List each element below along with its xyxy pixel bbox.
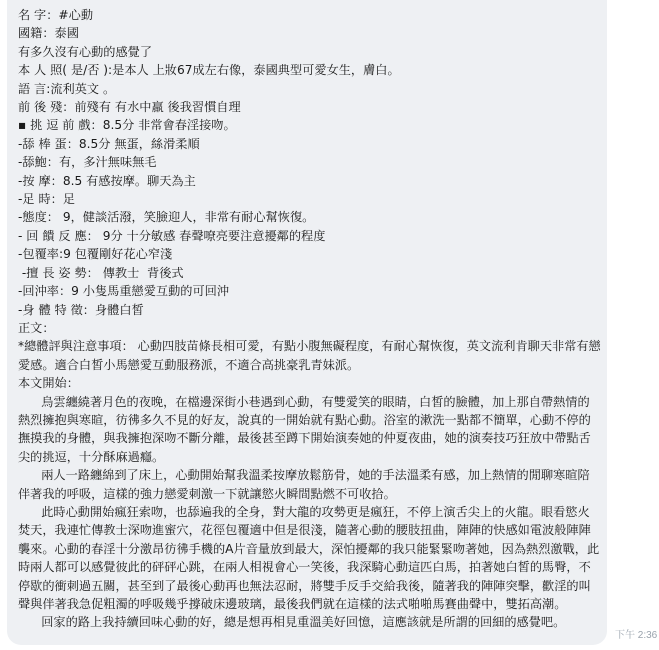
story-paragraph-4: 回家的路上我持續回味心動的好，總是想再相見重溫美好回憶，這應該就是所謂的回細的感覺吧。 bbox=[18, 615, 566, 630]
field-language: 語 言:流利英文 。 bbox=[18, 81, 116, 96]
field-nationality: 國籍：泰國 bbox=[18, 26, 79, 41]
field-response: - 回 饋 反 應： 9分 十分敏感 春聲嘹亮要注意擾鄰的程度 bbox=[18, 228, 326, 243]
field-tagline: 有多久沒有心動的感覺了 bbox=[18, 44, 153, 59]
field-name: 名 字：#心動 bbox=[18, 8, 94, 22]
story-paragraph-1: 烏雲纏繞著月色的夜晚，在檔邊深街小巷遇到心動，有雙愛笑的眼睛，白皙的臉體，加上那自帶熱情的熱烈擁抱與寒暄，彷彿多久不見的好友，說真的一開始就有點心動。浴室的漱洗一點都不簡單，心動不停的撫摸我的身體，與我擁抱深吻不斷分離，最後甚至蹲下開始演奏她的仲夏夜曲，她的演奏技巧狂放中帶點舌尖的挑逗，十分酥麻過癮。 bbox=[18, 394, 591, 464]
field-attitude: -態度： 9，健談活潑，笑臉迎人，非常有耐心幫恢復。 bbox=[18, 210, 315, 225]
field-before-after: 前 後 殘：前殘有 有水中羸 後我習慣自理 bbox=[18, 100, 241, 115]
field-main-text-label: 正文： bbox=[18, 320, 55, 335]
field-foreplay: ▪ 挑 逗 前 戲：8.5分 非常會春淫接吻。 bbox=[18, 118, 236, 133]
body-title: 本文開始： bbox=[18, 376, 79, 391]
field-rating-2: -舔鮑：有，多汁無味無毛 bbox=[18, 155, 157, 170]
field-massage: -按 摩：8.5 有感按摩。聊天為主 bbox=[18, 173, 196, 188]
field-time: -足 時：足 bbox=[18, 192, 76, 207]
field-rating-1: -舔 棒 蛋：8.5分 無蛋，絲滑柔順 bbox=[18, 136, 200, 151]
field-repeat: -回沖率：9 小隻馬重戀愛互動的可回沖 bbox=[18, 284, 230, 299]
story-paragraph-3: 此時心動開始瘋狂索吻，也舔遍我的全身，對大龍的攻勢更是瘋狂，不停上演舌尖上的火龍。眼看慾火焚天，我連忙傳教士深吻進蜜穴，花徑包覆適中但是很淺，隨著心動的腰肢扭曲，陣陣的快感如電波般陣陣襲來。心動的春淫十分激昂彷彿手機的A片音量放到最大，深怕擾鄰的我只能緊緊吻著她，因為熱烈激戰，此時兩人都可以感覺彼此的砰砰心跳，在兩人相視會心一笑後，我深騎心動這匹白馬，拍著她白皙的馬臀，不停歇的衝刺過五關，甚至到了最後心動再也無法忍耐，將雙手反手交給我後，隨著我的陣陣突擊，歡淫的叫聲與伴著我急促粗濁的呼吸幾乎撐破床邊玻璃，最後我們就在這樣的法式啪啪馬賽曲聲中，雙拓高潮。 bbox=[18, 504, 600, 611]
field-photo: 本 人 照( 是/否 ):是本人 上妝67成左右像，泰國典型可愛女生，膚白。 bbox=[18, 63, 400, 78]
message-bubble[interactable] bbox=[7, 0, 607, 645]
summary-text: *總體評與注意事項： 心動四肢苗條長相可愛，有點小腹無礙程度，有耐心幫恢復，英文流利肯聊天非常有戀愛感。適合白皙小馬戀愛互動服務派，不適合高挑豪乳青妹派。 bbox=[18, 339, 601, 372]
field-coverage: -包覆率:9 包覆剛好花心窄淺 bbox=[18, 247, 173, 262]
field-positions: -擅 長 姿 勢： 傳教士 背後式 bbox=[18, 265, 184, 280]
field-body-features: -身 體 特 徵：身體白皙 bbox=[18, 302, 144, 317]
message-timestamp: 下午 2:36 bbox=[615, 630, 658, 641]
story-paragraph-2: 兩人一路纏綿到了床上，心動開始幫我溫柔按摩放鬆筋骨，她的手法溫柔有感，加上熱情的閒聊寒暄陪伴著我的呼吸，這樣的強力戀愛刺激一下就讓慾火瞬間點燃不可收拾。 bbox=[18, 468, 590, 501]
